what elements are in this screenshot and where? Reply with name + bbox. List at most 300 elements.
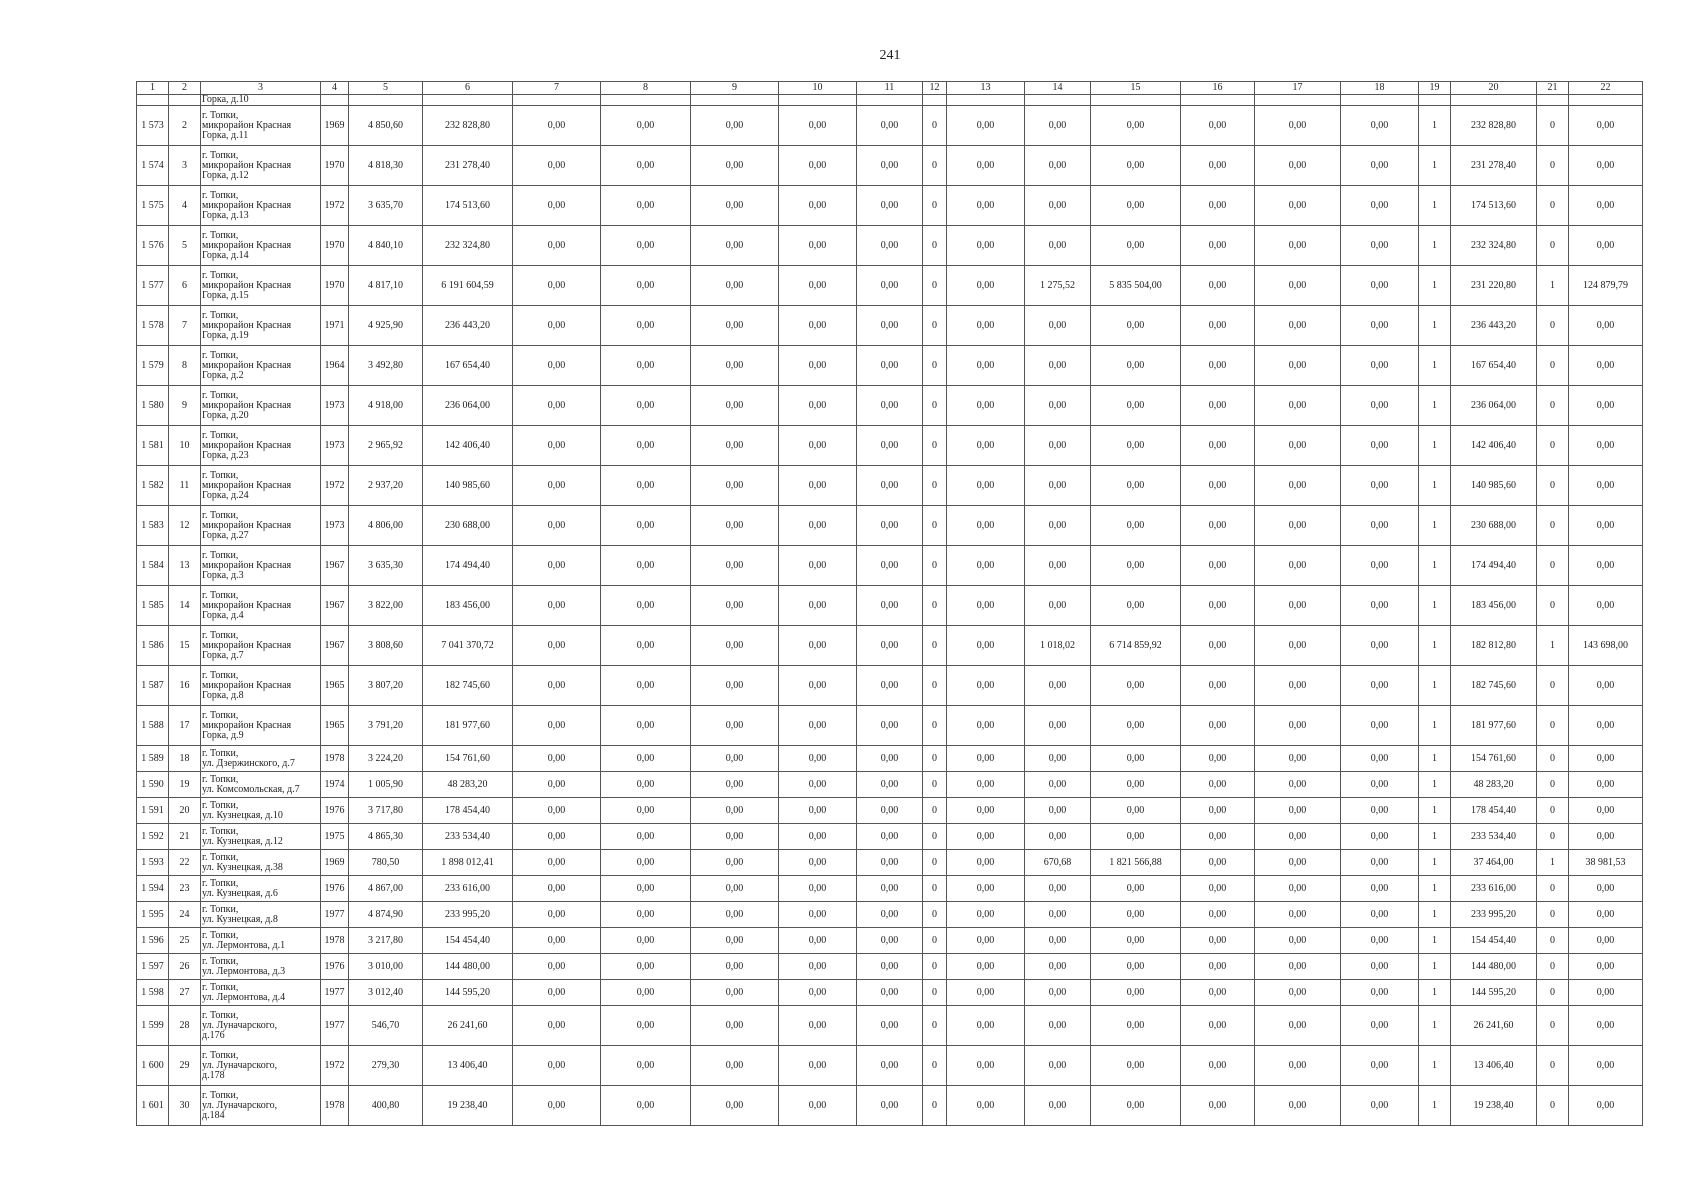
col-9-cell: 0,00 xyxy=(691,928,779,954)
col-15-cell: 0,00 xyxy=(1091,546,1181,586)
empty-cell xyxy=(691,95,779,106)
row-number: 1 592 xyxy=(137,824,169,850)
col-17-cell: 0,00 xyxy=(1255,146,1341,186)
row-number: 1 581 xyxy=(137,426,169,466)
row-index: 12 xyxy=(169,506,201,546)
col-19-cell: 1 xyxy=(1419,980,1451,1006)
col-17-cell: 0,00 xyxy=(1255,386,1341,426)
col-13-cell: 0,00 xyxy=(947,266,1025,306)
col-17-cell: 0,00 xyxy=(1255,850,1341,876)
cost-cell: 144 480,00 xyxy=(423,954,513,980)
col-21-cell: 0 xyxy=(1537,426,1569,466)
address-cell: г. Топки, микрорайон Красная Горка, д.24 xyxy=(201,466,321,506)
col-14-cell: 0,00 xyxy=(1025,146,1091,186)
col-20-cell: 48 283,20 xyxy=(1451,772,1537,798)
col-16-cell: 0,00 xyxy=(1181,466,1255,506)
area-cell: 4 865,30 xyxy=(349,824,423,850)
col-11-cell: 0,00 xyxy=(857,226,923,266)
col-16-cell: 0,00 xyxy=(1181,306,1255,346)
col-12-cell: 0 xyxy=(923,1006,947,1046)
col-13-cell: 0,00 xyxy=(947,798,1025,824)
address-cell: г. Топки, ул. Комсомольская, д.7 xyxy=(201,772,321,798)
col-7-cell: 0,00 xyxy=(513,586,601,626)
col-17-cell: 0,00 xyxy=(1255,226,1341,266)
table-row xyxy=(137,798,1643,824)
col-17-cell: 0,00 xyxy=(1255,746,1341,772)
col-17-cell: 0,00 xyxy=(1255,798,1341,824)
row-number: 1 574 xyxy=(137,146,169,186)
row-number: 1 601 xyxy=(137,1086,169,1126)
col-20-cell: 236 064,00 xyxy=(1451,386,1537,426)
col-12-cell: 0 xyxy=(923,546,947,586)
col-15-cell: 0,00 xyxy=(1091,666,1181,706)
col-9-cell: 0,00 xyxy=(691,850,779,876)
col-8-cell: 0,00 xyxy=(601,506,691,546)
col-20-cell: 233 995,20 xyxy=(1451,902,1537,928)
col-7-cell: 0,00 xyxy=(513,928,601,954)
col-13-cell: 0,00 xyxy=(947,506,1025,546)
col-10-cell: 0,00 xyxy=(779,146,857,186)
col-11-cell: 0,00 xyxy=(857,106,923,146)
cost-cell: 236 064,00 xyxy=(423,386,513,426)
col-18-cell: 0,00 xyxy=(1341,954,1419,980)
col-14-cell: 0,00 xyxy=(1025,902,1091,928)
col-18-cell: 0,00 xyxy=(1341,426,1419,466)
col-21-cell: 0 xyxy=(1537,346,1569,386)
row-index: 18 xyxy=(169,746,201,772)
col-21-cell: 0 xyxy=(1537,586,1569,626)
col-18-cell: 0,00 xyxy=(1341,706,1419,746)
year-cell: 1964 xyxy=(321,346,349,386)
col-18-cell: 0,00 xyxy=(1341,306,1419,346)
col-13-cell: 0,00 xyxy=(947,386,1025,426)
column-number-22: 22 xyxy=(1569,82,1643,95)
cost-cell: 19 238,40 xyxy=(423,1086,513,1126)
row-index: 6 xyxy=(169,266,201,306)
row-index: 4 xyxy=(169,186,201,226)
column-number-15: 15 xyxy=(1091,82,1181,95)
row-index: 5 xyxy=(169,226,201,266)
col-21-cell: 0 xyxy=(1537,186,1569,226)
empty-cell xyxy=(423,95,513,106)
row-number: 1 576 xyxy=(137,226,169,266)
year-cell: 1972 xyxy=(321,1046,349,1086)
cost-cell: 231 278,40 xyxy=(423,146,513,186)
year-cell: 1969 xyxy=(321,106,349,146)
col-15-cell: 0,00 xyxy=(1091,106,1181,146)
col-7-cell: 0,00 xyxy=(513,226,601,266)
col-14-cell: 0,00 xyxy=(1025,1006,1091,1046)
col-16-cell: 0,00 xyxy=(1181,850,1255,876)
col-22-cell: 0,00 xyxy=(1569,1086,1643,1126)
row-number: 1 585 xyxy=(137,586,169,626)
area-cell: 3 012,40 xyxy=(349,980,423,1006)
col-15-cell: 0,00 xyxy=(1091,186,1181,226)
cost-cell: 144 595,20 xyxy=(423,980,513,1006)
col-14-cell: 1 018,02 xyxy=(1025,626,1091,666)
col-20-cell: 230 688,00 xyxy=(1451,506,1537,546)
col-16-cell: 0,00 xyxy=(1181,346,1255,386)
col-12-cell: 0 xyxy=(923,666,947,706)
col-22-cell: 0,00 xyxy=(1569,386,1643,426)
col-9-cell: 0,00 xyxy=(691,466,779,506)
col-14-cell: 0,00 xyxy=(1025,746,1091,772)
col-16-cell: 0,00 xyxy=(1181,146,1255,186)
col-15-cell: 0,00 xyxy=(1091,954,1181,980)
table-row xyxy=(137,426,1643,466)
column-number-4: 4 xyxy=(321,82,349,95)
row-index: 2 xyxy=(169,106,201,146)
area-cell: 546,70 xyxy=(349,1006,423,1046)
address-cell: г. Топки, микрорайон Красная Горка, д.23 xyxy=(201,426,321,466)
col-7-cell: 0,00 xyxy=(513,798,601,824)
year-cell: 1967 xyxy=(321,586,349,626)
cost-cell: 13 406,40 xyxy=(423,1046,513,1086)
col-22-cell: 0,00 xyxy=(1569,954,1643,980)
col-22-cell: 0,00 xyxy=(1569,666,1643,706)
col-22-cell: 0,00 xyxy=(1569,306,1643,346)
table-row xyxy=(137,466,1643,506)
row-index: 13 xyxy=(169,546,201,586)
row-number: 1 588 xyxy=(137,706,169,746)
col-11-cell: 0,00 xyxy=(857,346,923,386)
col-7-cell: 0,00 xyxy=(513,980,601,1006)
col-9-cell: 0,00 xyxy=(691,106,779,146)
col-12-cell: 0 xyxy=(923,586,947,626)
column-number-9: 9 xyxy=(691,82,779,95)
col-22-cell: 0,00 xyxy=(1569,346,1643,386)
col-22-cell: 0,00 xyxy=(1569,772,1643,798)
empty-cell xyxy=(513,95,601,106)
col-9-cell: 0,00 xyxy=(691,876,779,902)
col-12-cell: 0 xyxy=(923,106,947,146)
col-14-cell: 0,00 xyxy=(1025,346,1091,386)
col-14-cell: 0,00 xyxy=(1025,386,1091,426)
address-cell: г. Топки, ул. Лермонтова, д.4 xyxy=(201,980,321,1006)
col-8-cell: 0,00 xyxy=(601,798,691,824)
address-cell: г. Топки, микрорайон Красная Горка, д.9 xyxy=(201,706,321,746)
table-row xyxy=(137,706,1643,746)
col-14-cell: 0,00 xyxy=(1025,928,1091,954)
col-17-cell: 0,00 xyxy=(1255,506,1341,546)
col-8-cell: 0,00 xyxy=(601,706,691,746)
col-9-cell: 0,00 xyxy=(691,146,779,186)
continuation-row xyxy=(137,95,1643,106)
col-19-cell: 1 xyxy=(1419,798,1451,824)
col-10-cell: 0,00 xyxy=(779,876,857,902)
col-17-cell: 0,00 xyxy=(1255,106,1341,146)
col-14-cell: 0,00 xyxy=(1025,824,1091,850)
col-11-cell: 0,00 xyxy=(857,666,923,706)
cost-cell: 236 443,20 xyxy=(423,306,513,346)
col-21-cell: 0 xyxy=(1537,1006,1569,1046)
row-index: 15 xyxy=(169,626,201,666)
col-13-cell: 0,00 xyxy=(947,954,1025,980)
col-16-cell: 0,00 xyxy=(1181,772,1255,798)
col-7-cell: 0,00 xyxy=(513,850,601,876)
address-cell: г. Топки, микрорайон Красная Горка, д.8 xyxy=(201,666,321,706)
col-15-cell: 0,00 xyxy=(1091,426,1181,466)
year-cell: 1969 xyxy=(321,850,349,876)
col-18-cell: 0,00 xyxy=(1341,876,1419,902)
col-8-cell: 0,00 xyxy=(601,586,691,626)
row-index: 14 xyxy=(169,586,201,626)
col-11-cell: 0,00 xyxy=(857,954,923,980)
col-10-cell: 0,00 xyxy=(779,306,857,346)
row-number: 1 575 xyxy=(137,186,169,226)
col-15-cell: 0,00 xyxy=(1091,824,1181,850)
col-12-cell: 0 xyxy=(923,1086,947,1126)
col-15-cell: 0,00 xyxy=(1091,746,1181,772)
table-row xyxy=(137,226,1643,266)
cost-cell: 232 324,80 xyxy=(423,226,513,266)
col-12-cell: 0 xyxy=(923,876,947,902)
col-8-cell: 0,00 xyxy=(601,266,691,306)
col-13-cell: 0,00 xyxy=(947,586,1025,626)
year-cell: 1970 xyxy=(321,226,349,266)
col-19-cell: 1 xyxy=(1419,666,1451,706)
col-12-cell: 0 xyxy=(923,772,947,798)
cost-cell: 181 977,60 xyxy=(423,706,513,746)
col-16-cell: 0,00 xyxy=(1181,902,1255,928)
col-19-cell: 1 xyxy=(1419,928,1451,954)
area-cell: 4 806,00 xyxy=(349,506,423,546)
col-18-cell: 0,00 xyxy=(1341,1086,1419,1126)
year-cell: 1971 xyxy=(321,306,349,346)
col-18-cell: 0,00 xyxy=(1341,928,1419,954)
col-22-cell: 0,00 xyxy=(1569,928,1643,954)
col-7-cell: 0,00 xyxy=(513,266,601,306)
table-row xyxy=(137,1086,1643,1126)
col-11-cell: 0,00 xyxy=(857,586,923,626)
col-7-cell: 0,00 xyxy=(513,626,601,666)
col-11-cell: 0,00 xyxy=(857,146,923,186)
col-8-cell: 0,00 xyxy=(601,980,691,1006)
col-19-cell: 1 xyxy=(1419,824,1451,850)
col-19-cell: 1 xyxy=(1419,850,1451,876)
table-row xyxy=(137,306,1643,346)
col-17-cell: 0,00 xyxy=(1255,1046,1341,1086)
col-14-cell: 0,00 xyxy=(1025,772,1091,798)
col-20-cell: 236 443,20 xyxy=(1451,306,1537,346)
col-7-cell: 0,00 xyxy=(513,1086,601,1126)
col-19-cell: 1 xyxy=(1419,306,1451,346)
col-9-cell: 0,00 xyxy=(691,824,779,850)
col-18-cell: 0,00 xyxy=(1341,346,1419,386)
col-13-cell: 0,00 xyxy=(947,226,1025,266)
col-21-cell: 0 xyxy=(1537,772,1569,798)
address-cell: г. Топки, ул. Кузнецкая, д.38 xyxy=(201,850,321,876)
col-21-cell: 0 xyxy=(1537,928,1569,954)
col-14-cell: 0,00 xyxy=(1025,506,1091,546)
table-row xyxy=(137,106,1643,146)
col-22-cell: 0,00 xyxy=(1569,1046,1643,1086)
col-9-cell: 0,00 xyxy=(691,386,779,426)
col-12-cell: 0 xyxy=(923,506,947,546)
year-cell: 1973 xyxy=(321,506,349,546)
col-12-cell: 0 xyxy=(923,346,947,386)
col-10-cell: 0,00 xyxy=(779,798,857,824)
col-11-cell: 0,00 xyxy=(857,824,923,850)
cost-cell: 48 283,20 xyxy=(423,772,513,798)
cost-cell: 26 241,60 xyxy=(423,1006,513,1046)
col-21-cell: 0 xyxy=(1537,306,1569,346)
col-13-cell: 0,00 xyxy=(947,146,1025,186)
col-12-cell: 0 xyxy=(923,980,947,1006)
col-8-cell: 0,00 xyxy=(601,902,691,928)
table-row xyxy=(137,186,1643,226)
row-index: 9 xyxy=(169,386,201,426)
col-16-cell: 0,00 xyxy=(1181,1006,1255,1046)
col-11-cell: 0,00 xyxy=(857,850,923,876)
col-10-cell: 0,00 xyxy=(779,772,857,798)
col-16-cell: 0,00 xyxy=(1181,746,1255,772)
col-7-cell: 0,00 xyxy=(513,426,601,466)
column-number-1: 1 xyxy=(137,82,169,95)
area-cell: 4 925,90 xyxy=(349,306,423,346)
col-17-cell: 0,00 xyxy=(1255,876,1341,902)
col-20-cell: 167 654,40 xyxy=(1451,346,1537,386)
address-cell: г. Топки, ул. Кузнецкая, д.8 xyxy=(201,902,321,928)
col-19-cell: 1 xyxy=(1419,626,1451,666)
col-11-cell: 0,00 xyxy=(857,186,923,226)
table-row xyxy=(137,746,1643,772)
col-21-cell: 0 xyxy=(1537,386,1569,426)
address-cell: г. Топки, микрорайон Красная Горка, д.14 xyxy=(201,226,321,266)
row-number: 1 597 xyxy=(137,954,169,980)
col-17-cell: 0,00 xyxy=(1255,586,1341,626)
col-16-cell: 0,00 xyxy=(1181,876,1255,902)
col-18-cell: 0,00 xyxy=(1341,226,1419,266)
row-index: 10 xyxy=(169,426,201,466)
row-number: 1 589 xyxy=(137,746,169,772)
col-10-cell: 0,00 xyxy=(779,346,857,386)
col-19-cell: 1 xyxy=(1419,902,1451,928)
table-row xyxy=(137,980,1643,1006)
empty-cell xyxy=(1419,95,1451,106)
col-17-cell: 0,00 xyxy=(1255,824,1341,850)
col-18-cell: 0,00 xyxy=(1341,386,1419,426)
area-cell: 4 874,90 xyxy=(349,902,423,928)
col-11-cell: 0,00 xyxy=(857,1046,923,1086)
column-number-7: 7 xyxy=(513,82,601,95)
year-cell: 1977 xyxy=(321,902,349,928)
col-16-cell: 0,00 xyxy=(1181,506,1255,546)
col-18-cell: 0,00 xyxy=(1341,506,1419,546)
col-13-cell: 0,00 xyxy=(947,850,1025,876)
col-13-cell: 0,00 xyxy=(947,546,1025,586)
register-table xyxy=(136,81,1643,1126)
empty-cell xyxy=(1537,95,1569,106)
col-9-cell: 0,00 xyxy=(691,306,779,346)
row-number: 1 595 xyxy=(137,902,169,928)
col-19-cell: 1 xyxy=(1419,386,1451,426)
col-20-cell: 232 828,80 xyxy=(1451,106,1537,146)
col-7-cell: 0,00 xyxy=(513,876,601,902)
row-index: 28 xyxy=(169,1006,201,1046)
col-9-cell: 0,00 xyxy=(691,980,779,1006)
year-cell: 1978 xyxy=(321,928,349,954)
column-number-14: 14 xyxy=(1025,82,1091,95)
col-20-cell: 181 977,60 xyxy=(1451,706,1537,746)
year-cell: 1973 xyxy=(321,426,349,466)
col-20-cell: 232 324,80 xyxy=(1451,226,1537,266)
year-cell: 1978 xyxy=(321,1086,349,1126)
col-21-cell: 0 xyxy=(1537,746,1569,772)
col-10-cell: 0,00 xyxy=(779,954,857,980)
table-row xyxy=(137,772,1643,798)
year-cell: 1965 xyxy=(321,706,349,746)
col-16-cell: 0,00 xyxy=(1181,546,1255,586)
cost-cell: 6 191 604,59 xyxy=(423,266,513,306)
col-16-cell: 0,00 xyxy=(1181,824,1255,850)
col-7-cell: 0,00 xyxy=(513,186,601,226)
year-cell: 1970 xyxy=(321,266,349,306)
address-cell: г. Топки, микрорайон Красная Горка, д.3 xyxy=(201,546,321,586)
col-21-cell: 0 xyxy=(1537,546,1569,586)
col-9-cell: 0,00 xyxy=(691,954,779,980)
col-19-cell: 1 xyxy=(1419,186,1451,226)
col-14-cell: 0,00 xyxy=(1025,106,1091,146)
empty-cell xyxy=(137,95,169,106)
col-13-cell: 0,00 xyxy=(947,824,1025,850)
col-21-cell: 0 xyxy=(1537,226,1569,266)
col-13-cell: 0,00 xyxy=(947,876,1025,902)
col-22-cell: 0,00 xyxy=(1569,546,1643,586)
table-row xyxy=(137,1006,1643,1046)
col-18-cell: 0,00 xyxy=(1341,798,1419,824)
row-number: 1 593 xyxy=(137,850,169,876)
col-22-cell: 0,00 xyxy=(1569,876,1643,902)
column-number-20: 20 xyxy=(1451,82,1537,95)
table-row xyxy=(137,876,1643,902)
col-18-cell: 0,00 xyxy=(1341,824,1419,850)
table-row xyxy=(137,666,1643,706)
row-number: 1 582 xyxy=(137,466,169,506)
empty-cell xyxy=(947,95,1025,106)
column-number-8: 8 xyxy=(601,82,691,95)
row-number: 1 577 xyxy=(137,266,169,306)
col-8-cell: 0,00 xyxy=(601,928,691,954)
area-cell: 2 965,92 xyxy=(349,426,423,466)
year-cell: 1965 xyxy=(321,666,349,706)
col-8-cell: 0,00 xyxy=(601,626,691,666)
address-cell: г. Топки, ул. Луначарского, д.178 xyxy=(201,1046,321,1086)
col-17-cell: 0,00 xyxy=(1255,186,1341,226)
col-12-cell: 0 xyxy=(923,266,947,306)
cost-cell: 182 745,60 xyxy=(423,666,513,706)
cost-cell: 233 616,00 xyxy=(423,876,513,902)
col-14-cell: 0,00 xyxy=(1025,706,1091,746)
col-17-cell: 0,00 xyxy=(1255,546,1341,586)
col-15-cell: 0,00 xyxy=(1091,306,1181,346)
col-19-cell: 1 xyxy=(1419,706,1451,746)
col-22-cell: 0,00 xyxy=(1569,798,1643,824)
col-9-cell: 0,00 xyxy=(691,1006,779,1046)
row-number: 1 587 xyxy=(137,666,169,706)
col-21-cell: 0 xyxy=(1537,106,1569,146)
empty-cell xyxy=(169,95,201,106)
col-15-cell: 0,00 xyxy=(1091,1006,1181,1046)
col-9-cell: 0,00 xyxy=(691,266,779,306)
col-10-cell: 0,00 xyxy=(779,1006,857,1046)
col-17-cell: 0,00 xyxy=(1255,706,1341,746)
row-number: 1 600 xyxy=(137,1046,169,1086)
col-13-cell: 0,00 xyxy=(947,746,1025,772)
row-index: 27 xyxy=(169,980,201,1006)
empty-cell xyxy=(1181,95,1255,106)
cost-cell: 178 454,40 xyxy=(423,798,513,824)
